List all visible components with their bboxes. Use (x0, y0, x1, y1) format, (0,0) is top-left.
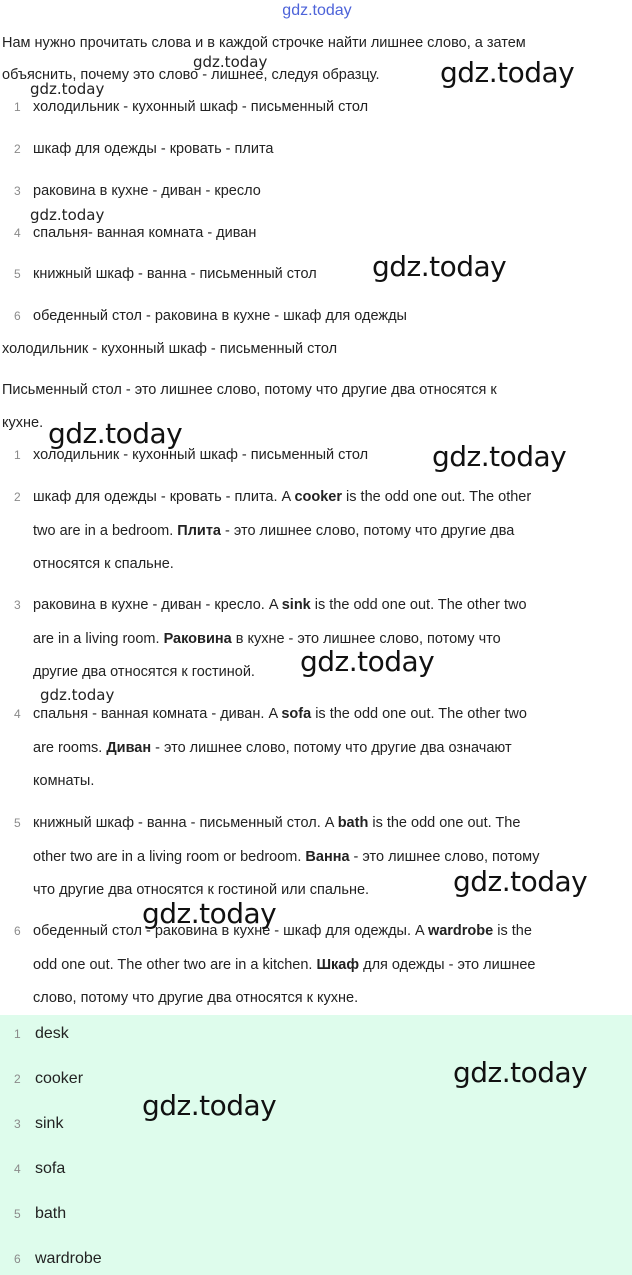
solution-line (33, 589, 527, 622)
watermark: gdz.today (432, 440, 567, 473)
text-segment: обеденный стол - раковина в кухне - шкаф для одежды. A (33, 923, 428, 939)
example-explanation-2: кухне. (2, 415, 44, 431)
text-segment: холодильник - кухонный шкаф - письменный стол (33, 447, 369, 463)
solution-line (33, 656, 255, 689)
answer-text: cooker (35, 1070, 84, 1087)
solution-line (33, 982, 358, 1015)
item-number: 3 (14, 598, 21, 612)
text-segment: спальня - ванная комната - диван. A (33, 706, 282, 722)
text-segment: is the odd one out. The other two (310, 597, 527, 613)
highlighted-word: sink (281, 597, 311, 613)
item-number: 2 (14, 1072, 21, 1086)
text-segment: слово, потому что другие два относятся к кухне. (33, 990, 359, 1006)
highlighted-word: sofa (281, 706, 312, 722)
text-segment: other two are in a living room or bedroom. (33, 848, 306, 865)
text-segment: книжный шкаф - ванна - письменный стол. A (33, 815, 338, 831)
item-number: 2 (14, 142, 21, 156)
watermark: gdz.today (30, 80, 105, 98)
item-number: 6 (14, 1252, 21, 1266)
text-segment: is the odd one out. The (368, 815, 521, 831)
watermark: gdz.today (453, 865, 588, 898)
instruction-line-1: Нам нужно прочитать слова и в каждой строчке найти лишнее слово, а затем (2, 35, 526, 51)
item-text: спальня- ванная комната - диван (33, 225, 257, 241)
text-segment: шкаф для одежды - кровать - плита. A (33, 489, 295, 505)
text-segment: is the odd one out. The other (342, 489, 532, 505)
text-segment: - это лишнее слово, потому что другие два означают (151, 739, 512, 756)
watermark: gdz.today (40, 686, 115, 704)
item-text: шкаф для одежды - кровать - плита (33, 141, 274, 157)
solution-line (33, 807, 520, 840)
example-explanation-1: Письменный стол - это лишнее слово, потому что другие два относятся к (2, 382, 497, 398)
highlighted-word: bath (337, 815, 369, 831)
site-logo[interactable]: gdz.today (282, 2, 352, 19)
text-segment: odd one out. The other two are in a kitchen. (33, 956, 317, 973)
item-number: 4 (14, 1162, 21, 1176)
watermark: gdz.today (440, 56, 575, 89)
answer-text: desk (35, 1025, 69, 1042)
item-number: 4 (14, 226, 21, 240)
item-text: обеденный стол - раковина в кухне - шкаф для одежды (33, 308, 407, 324)
item-text: раковина в кухне - диван - кресло (33, 183, 261, 199)
solution-line (33, 915, 532, 948)
text-segment: two are in a bedroom. (33, 522, 178, 539)
item-number: 5 (14, 267, 21, 281)
text-segment: раковина в кухне - диван - кресло. A (33, 597, 282, 613)
text-segment: в кухне - это лишнее слово, потому что (231, 630, 501, 647)
item-number: 1 (14, 100, 21, 114)
text-segment: комнаты. (33, 773, 95, 789)
item-number: 2 (14, 490, 21, 504)
text-segment: что другие два относятся к гостиной или спальне. (33, 882, 370, 898)
watermark: gdz.today (48, 417, 183, 450)
item-number: 6 (14, 924, 21, 938)
solution-line (33, 515, 514, 548)
solution-line (33, 949, 535, 982)
answer-text: sofa (35, 1160, 66, 1177)
item-number: 3 (14, 184, 21, 198)
solution-line (33, 481, 531, 514)
highlighted-word: Диван (106, 739, 152, 756)
solution-line (33, 732, 512, 765)
example-line: холодильник - кухонный шкаф - письменный стол (2, 341, 338, 357)
highlighted-word: cooker (294, 489, 343, 505)
item-number: 6 (14, 309, 21, 323)
text-segment: is the (493, 923, 532, 939)
watermark: gdz.today (300, 645, 435, 678)
item-number: 5 (14, 1207, 21, 1221)
instruction-line-2: объяснить, почему это слово - лишнее, следуя образцу. (2, 67, 380, 83)
item-text: холодильник - кухонный шкаф - письменный стол (33, 99, 369, 115)
highlighted-word: wardrobe (427, 923, 494, 939)
watermark: gdz.today (453, 1056, 588, 1089)
watermark: gdz.today (142, 1089, 277, 1122)
answer-text: bath (35, 1205, 67, 1222)
text-segment: - это лишнее слово, потому что другие два (221, 522, 515, 539)
item-number: 1 (14, 1027, 21, 1041)
item-number: 3 (14, 1117, 21, 1131)
answers-panel (0, 1015, 632, 1275)
highlighted-word: Раковина (163, 630, 232, 647)
text-segment: are rooms. (33, 739, 107, 756)
text-segment: для одежды - это лишнее (359, 956, 536, 973)
watermark: gdz.today (372, 250, 507, 283)
text-segment: are in a living room. (33, 630, 164, 647)
watermark: gdz.today (30, 206, 105, 224)
answer-text: wardrobe (35, 1250, 102, 1267)
text-segment: относятся к спальне. (33, 556, 174, 572)
highlighted-word: Шкаф (316, 956, 360, 973)
text-segment: другие два относятся к гостиной. (33, 664, 255, 680)
item-number: 1 (14, 448, 21, 462)
highlighted-word: Ванна (305, 848, 350, 865)
highlighted-word: Плита (177, 522, 221, 539)
item-text: книжный шкаф - ванна - письменный стол (33, 266, 317, 282)
solution-line (33, 765, 94, 798)
solution-line (33, 548, 174, 581)
answer-text: sink (35, 1115, 64, 1132)
text-segment: - это лишнее слово, потому (349, 848, 540, 865)
watermark: gdz.today (193, 53, 268, 71)
text-segment: is the odd one out. The other two (311, 706, 527, 722)
item-number: 4 (14, 707, 21, 721)
watermark: gdz.today (142, 897, 277, 930)
item-number: 5 (14, 816, 21, 830)
